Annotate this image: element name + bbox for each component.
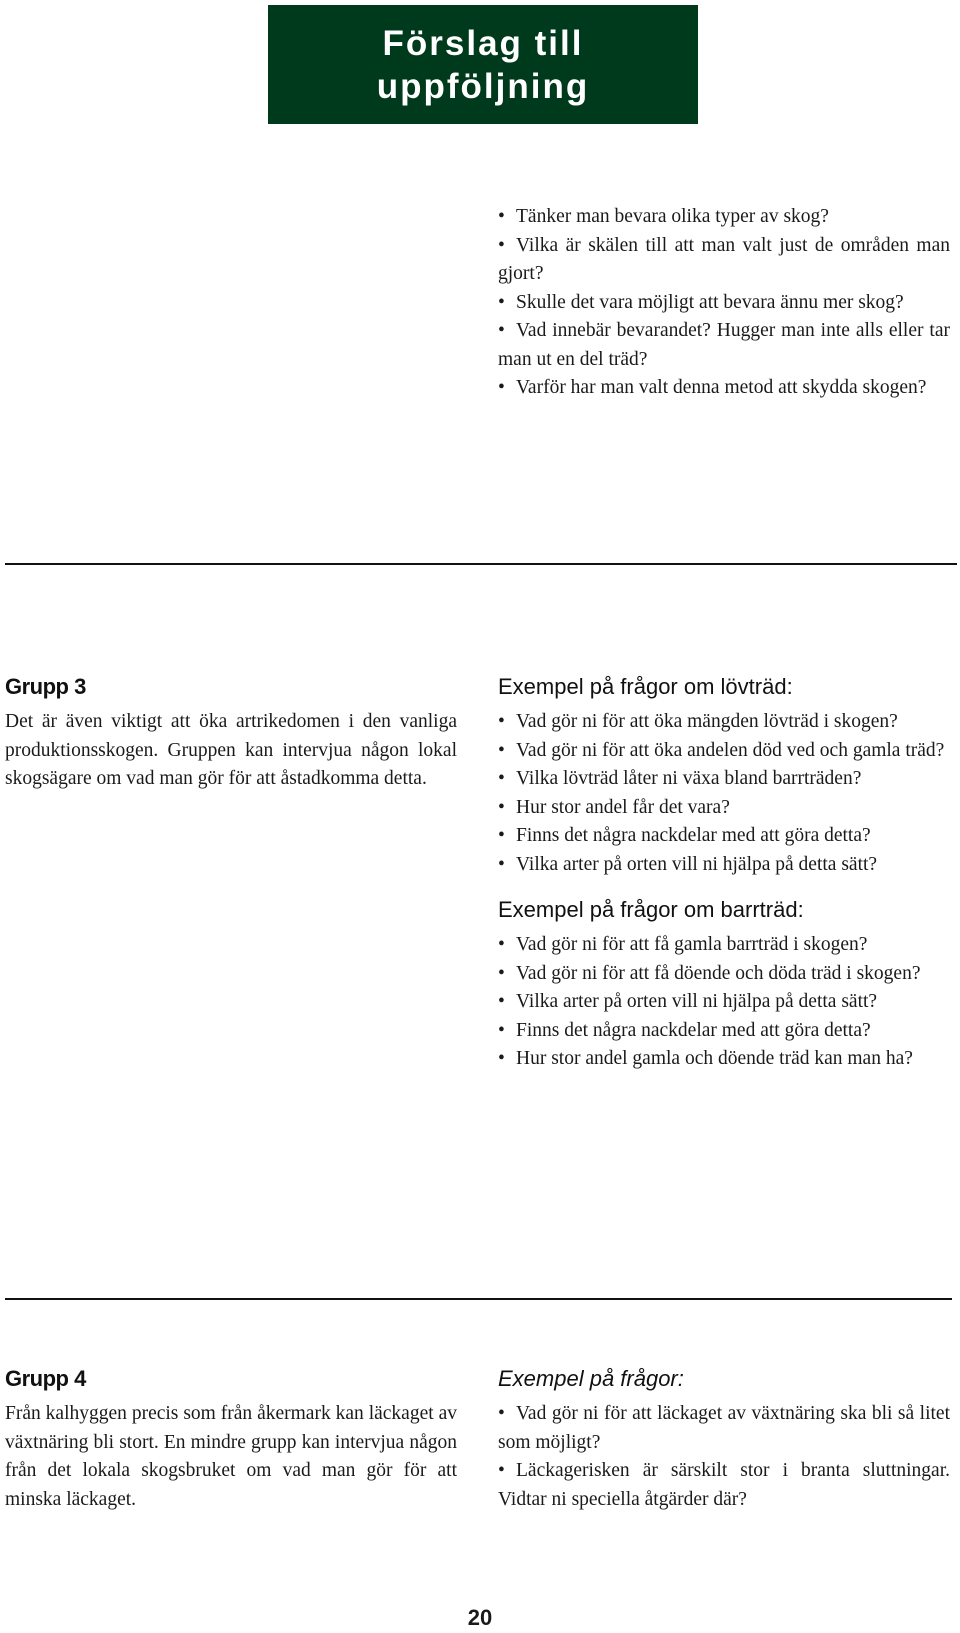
- list-item: • Varför har man valt denna metod att skydda skogen?: [498, 374, 950, 403]
- page-number: 20: [467, 1605, 493, 1630]
- list-item: • Vad innebär bevarandet? Hugger man inte alls eller tar man ut en del träd?: [498, 317, 950, 374]
- list-item: • Vilka är skälen till att man valt just de områden man gjort?: [498, 232, 950, 289]
- list-item: • Läckagerisken är särskilt stor i branta sluttningar. Vidtar ni speciella åtgärder där?: [498, 1457, 950, 1514]
- bullet-icon: •: [498, 796, 505, 818]
- group-3-text: Det är även viktigt att öka artrikedomen i den vanliga produktionsskogen. Gruppen kan intervjua någon lokal skogsägare om vad man gör för att åstadkomma detta.: [5, 711, 457, 789]
- list-item: • Vad gör ni för att öka mängden lövträd i skogen?: [498, 708, 950, 737]
- bullet-icon: •: [498, 962, 505, 984]
- group-4-section: [5, 1364, 457, 1514]
- bullet-icon: •: [498, 768, 505, 789]
- bullet-icon: •: [498, 1019, 505, 1041]
- barrtrad-question-list: [498, 931, 950, 1074]
- section-divider: [5, 1298, 952, 1300]
- bullet-icon: •: [498, 320, 505, 341]
- bullet-icon: •: [498, 377, 505, 398]
- bullet-icon: •: [498, 206, 505, 227]
- group-4-question-list: [498, 1400, 950, 1514]
- bullet-icon: •: [498, 291, 505, 313]
- bullet-icon: •: [498, 1048, 505, 1069]
- bullet-icon: •: [498, 1403, 505, 1424]
- bullet-icon: •: [498, 739, 505, 761]
- lovtrad-question-list: [498, 708, 950, 879]
- list-item: • Hur stor andel gamla och döende träd kan man ha?: [498, 1045, 950, 1074]
- list-item: • Vad gör ni för att få döende och döda träd i skogen?: [498, 960, 950, 989]
- bullet-icon: •: [498, 991, 505, 1012]
- bullet-icon: •: [498, 711, 505, 732]
- lovtrad-heading: Exempel på frågor om lövträd:: [498, 674, 793, 699]
- page-title-line-2: uppföljning: [376, 66, 590, 106]
- bullet-icon: •: [498, 825, 505, 846]
- bullet-icon: •: [498, 853, 505, 875]
- group-4-questions-heading: Exempel på frågor:: [498, 1366, 684, 1391]
- group-4-heading: Grupp 4: [5, 1366, 86, 1391]
- list-item: • Finns det några nackdelar med att göra detta?: [498, 822, 950, 851]
- barrtrad-heading: Exempel på frågor om barrträd:: [498, 897, 804, 922]
- page-title-line-1: Förslag till: [382, 23, 584, 63]
- list-item: • Vilka lövträd låter ni växa bland barrträden?: [498, 765, 950, 794]
- top-question-list: [498, 203, 950, 403]
- list-item: • Vad gör ni för att läckaget av växtnäring ska bli så litet som möjligt?: [498, 1400, 950, 1457]
- group-3-heading: Grupp 3: [5, 674, 86, 699]
- page-title-banner: [268, 5, 698, 124]
- list-item: • Finns det några nackdelar med att göra detta?: [498, 1017, 950, 1046]
- group-4-questions: [498, 1364, 950, 1514]
- list-item: • Tänker man bevara olika typer av skog?: [498, 203, 950, 232]
- bullet-icon: •: [498, 1460, 505, 1481]
- list-item: • Skulle det vara möjligt att bevara ännu mer skog?: [498, 289, 950, 318]
- list-item: • Vad gör ni för att öka andelen död ved och gamla träd?: [498, 737, 950, 766]
- section-divider: [5, 563, 957, 565]
- list-item: • Vilka arter på orten vill ni hjälpa på detta sätt?: [498, 851, 950, 880]
- list-item: • Vad gör ni för att få gamla barrträd i skogen?: [498, 931, 950, 960]
- group-4-text: Från kalhyggen precis som från åkermark kan läckaget av växtnäring bli stort. En mindre grupp kan intervjua någon från det lokala skogsbruket om vad man gör för att minska läckaget.: [5, 1403, 457, 1510]
- bullet-icon: •: [498, 234, 505, 256]
- bullet-icon: •: [498, 934, 505, 955]
- list-item: • Hur stor andel får det vara?: [498, 794, 950, 823]
- list-item: • Vilka arter på orten vill ni hjälpa på detta sätt?: [498, 988, 950, 1017]
- group-3-section: [5, 672, 457, 794]
- example-questions-column: [498, 672, 950, 1074]
